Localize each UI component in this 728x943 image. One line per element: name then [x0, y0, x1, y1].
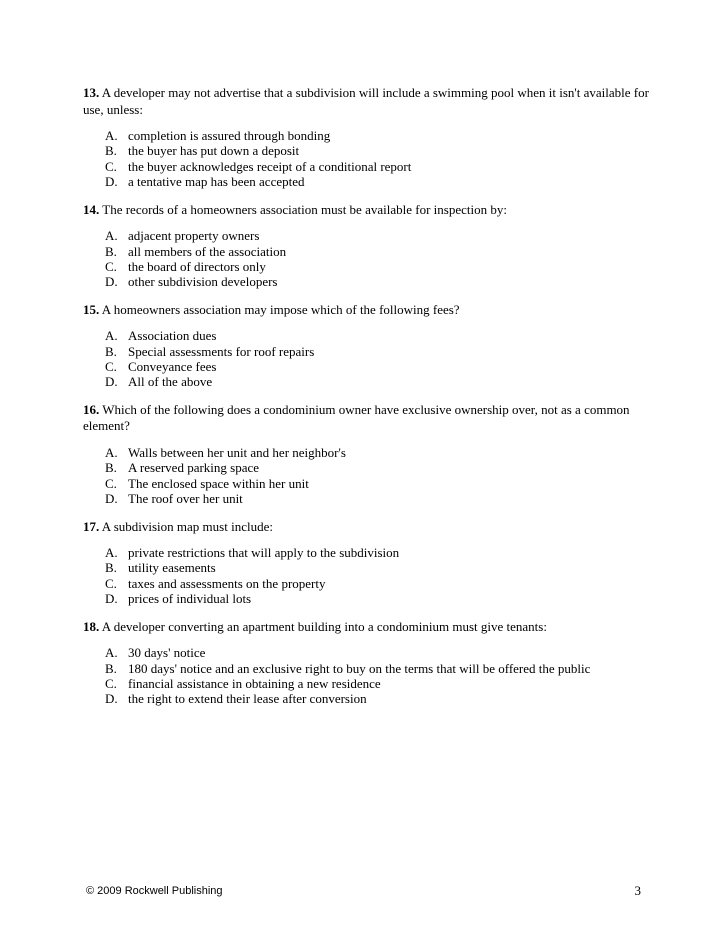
- option-text: a tentative map has been accepted: [128, 174, 305, 190]
- option-text: taxes and assessments on the property: [128, 575, 326, 591]
- option-text: adjacent property owners: [128, 228, 260, 244]
- option-text: all members of the association: [128, 243, 287, 259]
- option-16-c: [83, 476, 653, 491]
- option-text: Walls between her unit and her neighbor's: [128, 444, 346, 460]
- option-letter: A.: [105, 444, 118, 460]
- option-letter: B.: [105, 343, 117, 359]
- option-text: A reserved parking space: [128, 460, 260, 476]
- option-text: the board of directors only: [128, 258, 266, 274]
- question-15-options: [83, 328, 653, 390]
- question-18-options: [83, 645, 653, 707]
- option-17-c: [83, 576, 653, 591]
- option-15-b: [83, 344, 653, 359]
- option-letter: A.: [105, 128, 118, 143]
- question-list: [83, 85, 653, 707]
- option-letter: B.: [105, 243, 117, 259]
- option-text: completion is assured through bonding: [128, 128, 331, 143]
- option-letter: A.: [105, 228, 118, 244]
- option-text: The roof over her unit: [128, 491, 243, 507]
- question-16-prompt: Which of the following does a condominium owner have exclusive ownership over, not as a common element?: [83, 401, 630, 434]
- question-14-options: [83, 228, 653, 290]
- option-letter: D.: [105, 691, 118, 707]
- option-18-b: [83, 661, 653, 676]
- question-16-number: 16.: [83, 401, 100, 417]
- option-15-a: [83, 328, 653, 343]
- option-text: The enclosed space within her unit: [128, 475, 309, 491]
- option-17-d: [83, 591, 653, 606]
- question-13-text: [83, 85, 653, 118]
- question-13-number: 13.: [83, 85, 100, 100]
- option-letter: B.: [105, 660, 117, 676]
- question-18-number: 18.: [83, 618, 100, 634]
- option-13-d: [83, 174, 653, 189]
- question-13: [83, 85, 653, 190]
- option-letter: A.: [105, 645, 118, 661]
- option-18-c: [83, 676, 653, 691]
- option-16-b: [83, 460, 653, 475]
- option-13-b: [83, 143, 653, 158]
- option-text: Association dues: [128, 328, 217, 344]
- option-letter: C.: [105, 475, 117, 491]
- option-letter: C.: [105, 359, 117, 375]
- option-text: prices of individual lots: [128, 591, 252, 607]
- page-number: 3: [634, 883, 641, 898]
- option-letter: B.: [105, 143, 117, 159]
- option-14-a: [83, 228, 653, 243]
- option-letter: B.: [105, 460, 117, 476]
- option-14-b: [83, 244, 653, 259]
- option-14-c: [83, 259, 653, 274]
- option-text: the right to extend their lease after conversion: [128, 691, 367, 707]
- question-17-prompt: A subdivision map must include:: [101, 518, 273, 534]
- question-18-prompt: A developer converting an apartment building into a condominium must give tenants:: [101, 618, 547, 634]
- option-text: 180 days' notice and an exclusive right to buy on the terms that will be offered the public: [128, 660, 591, 676]
- question-17-text: [83, 519, 653, 536]
- option-15-c: [83, 359, 653, 374]
- question-13-prompt: A developer may not advertise that a subdivision will include a swimming pool when it isn't available for use, unless:: [83, 85, 649, 117]
- option-letter: D.: [105, 374, 118, 390]
- option-text: financial assistance in obtaining a new residence: [128, 675, 381, 691]
- question-17-options: [83, 545, 653, 607]
- option-text: the buyer has put down a deposit: [128, 143, 300, 159]
- question-14: [83, 202, 653, 290]
- option-letter: B.: [105, 560, 117, 576]
- option-letter: D.: [105, 174, 118, 190]
- question-18-text: [83, 619, 653, 636]
- option-16-d: [83, 491, 653, 506]
- option-16-a: [83, 445, 653, 460]
- option-text: private restrictions that will apply to the subdivision: [128, 545, 400, 560]
- question-16-options: [83, 445, 653, 507]
- question-17: [83, 519, 653, 607]
- option-14-d: [83, 274, 653, 289]
- question-16-text: [83, 402, 653, 435]
- question-14-prompt: The records of a homeowners association must be available for inspection by:: [102, 201, 507, 217]
- option-18-a: [83, 645, 653, 660]
- option-text: Special assessments for roof repairs: [128, 343, 315, 359]
- option-letter: D.: [105, 491, 118, 507]
- question-15: [83, 302, 653, 390]
- option-letter: C.: [105, 258, 117, 274]
- question-16: [83, 402, 653, 507]
- question-14-number: 14.: [83, 201, 100, 217]
- option-letter: C.: [105, 675, 117, 691]
- option-letter: C.: [105, 575, 117, 591]
- option-18-d: [83, 691, 653, 706]
- option-15-d: [83, 374, 653, 389]
- question-14-text: [83, 202, 653, 219]
- question-13-options: [83, 128, 653, 190]
- option-letter: D.: [105, 274, 118, 290]
- question-15-prompt: A homeowners association may impose which of the following fees?: [101, 301, 460, 317]
- option-letter: A.: [105, 328, 118, 344]
- option-13-a: [83, 128, 653, 143]
- footer-copyright: © 2009 Rockwell Publishing: [86, 885, 223, 897]
- option-13-c: [83, 159, 653, 174]
- option-text: All of the above: [128, 374, 213, 390]
- question-15-number: 15.: [83, 301, 100, 317]
- option-text: 30 days' notice: [128, 645, 206, 661]
- option-letter: A.: [105, 545, 118, 560]
- option-17-b: [83, 560, 653, 575]
- option-text: Conveyance fees: [128, 359, 217, 375]
- option-text: other subdivision developers: [128, 274, 278, 290]
- option-letter: C.: [105, 158, 117, 174]
- question-18: [83, 619, 653, 707]
- option-17-a: [83, 545, 653, 560]
- option-letter: D.: [105, 591, 118, 607]
- question-17-number: 17.: [83, 518, 100, 534]
- option-text: the buyer acknowledges receipt of a conditional report: [128, 158, 412, 174]
- question-15-text: [83, 302, 653, 319]
- option-text: utility easements: [128, 560, 216, 576]
